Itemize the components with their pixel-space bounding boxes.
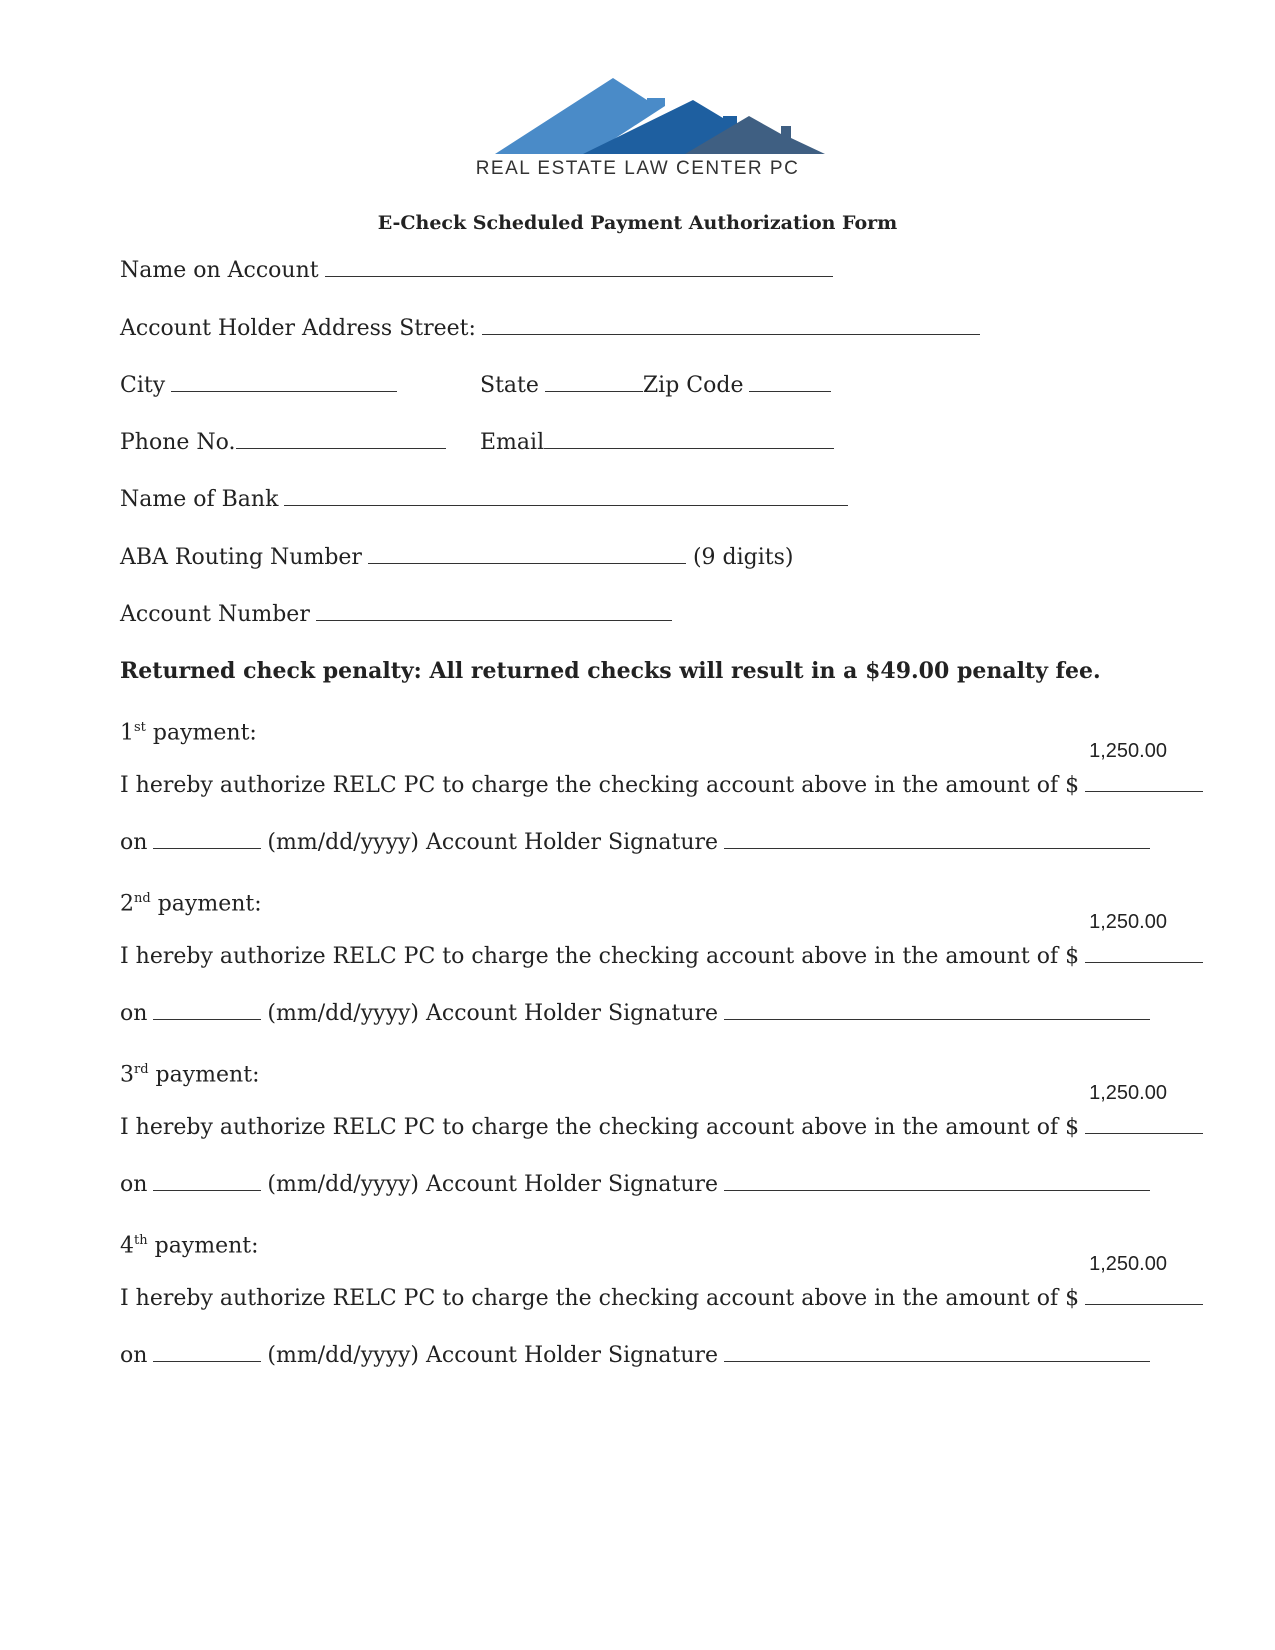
payment-3-heading bbox=[120, 1056, 259, 1089]
address-street-label: Account Holder Address Street: bbox=[120, 316, 476, 341]
account-number-label: Account Number bbox=[120, 602, 310, 627]
zip-code-label: Zip Code bbox=[642, 373, 744, 398]
signature-field[interactable] bbox=[724, 999, 1150, 1020]
payment-ordinal-suffix: st bbox=[134, 720, 146, 735]
zip-code-field[interactable] bbox=[749, 371, 831, 392]
phone-field[interactable] bbox=[236, 428, 446, 449]
email-row bbox=[480, 428, 834, 457]
state-zip-row bbox=[480, 371, 831, 400]
payment-3-date-row bbox=[120, 1170, 1150, 1199]
signature-field[interactable] bbox=[724, 828, 1150, 849]
aba-routing-field[interactable] bbox=[368, 543, 686, 564]
on-label: on bbox=[120, 1001, 148, 1026]
payment-ordinal: 2 bbox=[120, 891, 134, 917]
payment-ordinal-suffix: nd bbox=[134, 891, 151, 906]
address-row bbox=[120, 314, 980, 343]
company-name: REAL ESTATE LAW CENTER PC bbox=[475, 158, 800, 179]
aba-row bbox=[120, 543, 793, 572]
signature-field[interactable] bbox=[724, 1341, 1150, 1362]
payment-4-date-row bbox=[120, 1341, 1150, 1370]
date-signature-label: (mm/dd/yyyy) Account Holder Signature bbox=[267, 830, 719, 855]
on-label: on bbox=[120, 1172, 148, 1197]
amount-field[interactable] bbox=[1085, 1253, 1203, 1305]
name-on-account-field[interactable] bbox=[325, 256, 833, 277]
aba-hint: (9 digits) bbox=[692, 545, 794, 570]
payment-heading-label: payment: bbox=[152, 720, 257, 746]
amount-value: 1,250.00 bbox=[1089, 911, 1167, 933]
payment-ordinal-suffix: rd bbox=[134, 1062, 149, 1077]
payment-heading-label: payment: bbox=[157, 891, 262, 917]
payment-1-heading bbox=[120, 714, 257, 747]
account-number-field[interactable] bbox=[316, 600, 672, 621]
state-label: State bbox=[480, 373, 539, 398]
state-field[interactable] bbox=[545, 371, 643, 392]
amount-field[interactable] bbox=[1085, 911, 1203, 963]
amount-value: 1,250.00 bbox=[1089, 740, 1167, 762]
payment-ordinal-suffix: th bbox=[134, 1233, 148, 1248]
payment-3-authorize-row bbox=[120, 1082, 1203, 1142]
date-signature-label: (mm/dd/yyyy) Account Holder Signature bbox=[267, 1343, 719, 1368]
signature-field[interactable] bbox=[724, 1170, 1150, 1191]
date-field[interactable] bbox=[153, 828, 261, 849]
authorize-text: I hereby authorize RELC PC to charge the checking account above in the amount of $ bbox=[120, 773, 1080, 798]
email-field[interactable] bbox=[544, 428, 834, 449]
city-label: City bbox=[120, 373, 166, 398]
date-signature-label: (mm/dd/yyyy) Account Holder Signature bbox=[267, 1172, 719, 1197]
email-label: Email bbox=[480, 430, 545, 455]
payment-2-authorize-row bbox=[120, 911, 1203, 971]
city-row bbox=[120, 371, 397, 400]
payment-1-authorize-row bbox=[120, 740, 1203, 800]
city-field[interactable] bbox=[171, 371, 397, 392]
payment-4-authorize-row bbox=[120, 1253, 1203, 1313]
house-roofs-logo-icon bbox=[495, 76, 835, 158]
date-field[interactable] bbox=[153, 999, 261, 1020]
bank-name-field[interactable] bbox=[284, 485, 848, 506]
payment-ordinal: 4 bbox=[120, 1233, 134, 1259]
payment-2-date-row bbox=[120, 999, 1150, 1028]
amount-field[interactable] bbox=[1085, 1082, 1203, 1134]
payment-heading-label: payment: bbox=[155, 1062, 260, 1088]
payment-heading-label: payment: bbox=[154, 1233, 259, 1259]
payment-1-date-row bbox=[120, 828, 1150, 857]
address-street-field[interactable] bbox=[482, 314, 980, 335]
date-signature-label: (mm/dd/yyyy) Account Holder Signature bbox=[267, 1001, 719, 1026]
authorize-text: I hereby authorize RELC PC to charge the checking account above in the amount of $ bbox=[120, 944, 1080, 969]
name-on-account-label: Name on Account bbox=[120, 258, 319, 283]
amount-value: 1,250.00 bbox=[1089, 1082, 1167, 1104]
penalty-notice: Returned check penalty: All returned checks will result in a $49.00 penalty fee. bbox=[120, 658, 1101, 684]
aba-routing-label: ABA Routing Number bbox=[120, 545, 362, 570]
on-label: on bbox=[120, 830, 148, 855]
payment-2-heading bbox=[120, 885, 262, 918]
payment-ordinal: 1 bbox=[120, 720, 134, 746]
authorize-text: I hereby authorize RELC PC to charge the checking account above in the amount of $ bbox=[120, 1286, 1080, 1311]
date-field[interactable] bbox=[153, 1341, 261, 1362]
amount-field[interactable] bbox=[1085, 740, 1203, 792]
name-on-account-row bbox=[120, 256, 833, 285]
phone-row bbox=[120, 428, 446, 457]
authorize-text: I hereby authorize RELC PC to charge the checking account above in the amount of $ bbox=[120, 1115, 1080, 1140]
amount-value: 1,250.00 bbox=[1089, 1253, 1167, 1275]
date-field[interactable] bbox=[153, 1170, 261, 1191]
payment-4-heading bbox=[120, 1227, 259, 1260]
payment-ordinal: 3 bbox=[120, 1062, 134, 1088]
form-title: E-Check Scheduled Payment Authorization Form bbox=[377, 212, 898, 234]
account-number-row bbox=[120, 600, 672, 629]
phone-label: Phone No. bbox=[120, 430, 236, 455]
on-label: on bbox=[120, 1343, 148, 1368]
bank-row bbox=[120, 485, 848, 514]
bank-name-label: Name of Bank bbox=[120, 487, 279, 512]
